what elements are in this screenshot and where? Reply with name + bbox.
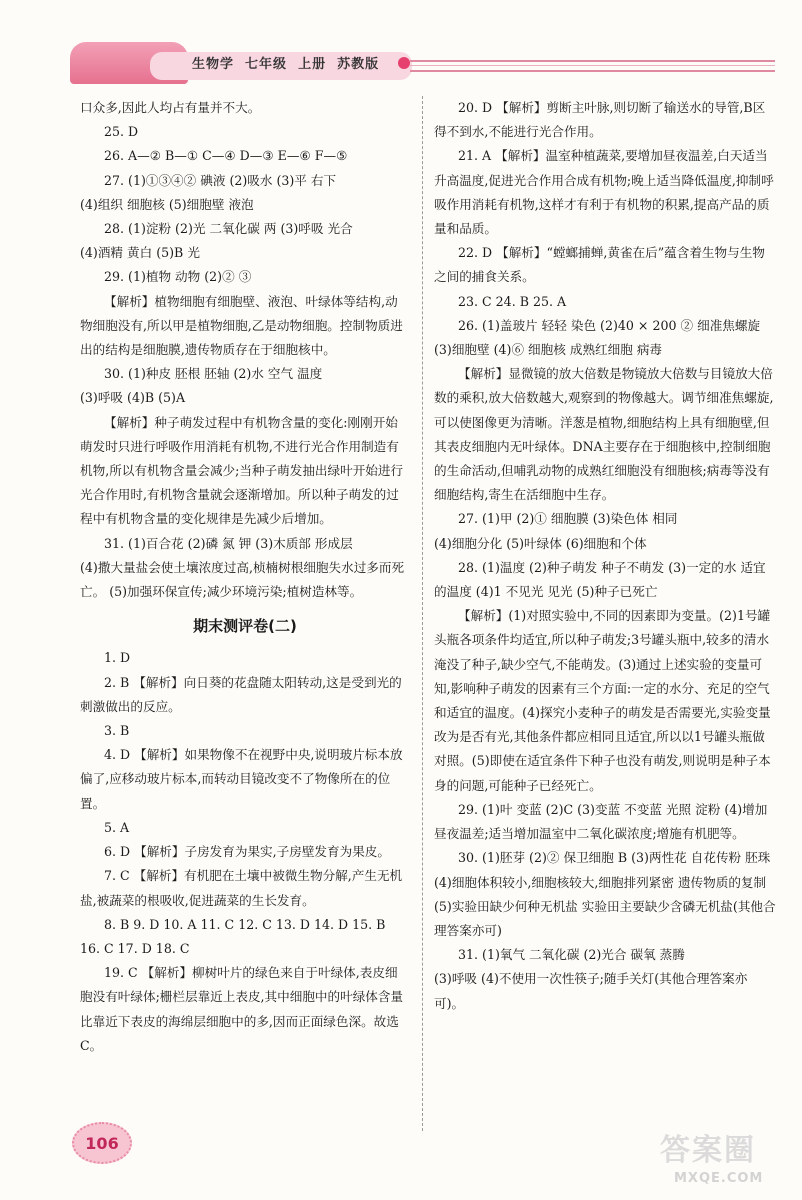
answer-line: 30. (1)胚芽 (2)② 保卫细胞 B (3)两性花 自花传粉 胚珠 (4)细胞体积较小,细胞核较大,细胞排列紧密 遗传物质的复制 (5)实验田缺少何种无机盐 实验田主要缺少含磷无机盐(其他合理答案亦可) (434, 850, 776, 938)
book-title: 生物学 七年级 上册 苏教版 (192, 57, 380, 72)
answer-line: (4)撒大量盐会使土壤浓度过高,桢楠树根细胞失水过多而死亡。 (5)加强环保宣传;减少环境污染;植树造林等。 (80, 559, 405, 600)
answer-line: 16. C 17. D 18. C (80, 940, 190, 956)
answer-line: 3. B (104, 723, 130, 739)
header-dot-icon (398, 57, 410, 69)
answer-line: 27. (1)甲 (2)① 细胞膜 (3)染色体 相同 (458, 511, 678, 527)
analysis-paragraph: 【解析】种子萌发过程中有机物含量的变化:刚刚开始萌发时只进行呼吸作用消耗有机物,不进行光合作用制造有机物,所以有机物含量会减少;当种子萌发抽出绿叶开始进行光合作用时,有机物含量就会逐渐增加。所以种子萌发的过程中有机物含量的变化规律是先减少后增加。 (80, 414, 404, 527)
answer-line: (3)呼吸 (4)B (5)A (80, 390, 186, 406)
answer-line: 口众多,因此人均占有量并不大。 (80, 100, 261, 115)
answer-line: 27. (1)①③④② 碘液 (2)吸水 (3)平 右下 (104, 172, 337, 188)
answer-line: (4)组织 细胞核 (5)细胞壁 液泡 (80, 196, 254, 212)
header-rule (410, 70, 775, 72)
answer-line: 26. A—② B—① C—④ D—③ E—⑥ F—⑤ (104, 148, 348, 164)
answer-line: 1. D (104, 650, 131, 666)
watermark-logo: 答案圈 (660, 1133, 756, 1168)
answer-line: 31. (1)氧气 二氧化碳 (2)光合 碳氧 蒸腾 (458, 947, 685, 963)
page-number: 106 (85, 1133, 119, 1153)
left-column (80, 96, 410, 1058)
watermark-url: MXQE.COM (674, 1171, 764, 1186)
answer-line: 7. C 【解析】有机肥在土壤中被微生物分解,产生无机盐,被蔬菜的根吸收,促进蔬菜的生长发育。 (80, 868, 403, 908)
answer-line: 6. D 【解析】子房发育为果实,子房壁发育为果皮。 (104, 844, 390, 860)
answer-line: 5. A (104, 819, 130, 835)
answer-line: 31. (1)百合花 (2)磷 氮 钾 (3)木质部 形成层 (104, 535, 353, 551)
analysis-paragraph: 【解析】显微镜的放大倍数是物镜放大倍数与目镜放大倍数的乘积,放大倍数越大,观察到的物像越大。调节细准焦螺旋,可以使图像更为清晰。洋葱是植物,细胞结构上具有细胞壁,但其表皮细胞内无叶绿体。DNA主要存在于细胞核中,控制细胞的生命活动,但哺乳动物的成熟红细胞没有细胞核;病毒等没有细胞结构,寄生在活细胞中生存。 (434, 366, 774, 503)
answer-line: 28. (1)温度 (2)种子萌发 种子不萌发 (3)一定的水 适宜的温度 (4)1 不见光 见光 (5)种子已死亡 (434, 559, 766, 600)
answer-line: (4)细胞分化 (5)叶绿体 (6)细胞和个体 (434, 535, 647, 551)
answer-line: 2. B 【解析】向日葵的花盘随太阳转动,这是受到光的刺激做出的反应。 (80, 674, 402, 714)
answer-line: 28. (1)淀粉 (2)光 二氧化碳 两 (3)呼吸 光合 (104, 221, 353, 237)
answer-line: 8. B 9. D 10. A 11. C 12. C 13. D 14. D 15. B (104, 916, 386, 932)
answer-line: 23. C 24. B 25. A (458, 293, 567, 309)
section-title: 期末测评卷(二) (193, 617, 297, 636)
answer-line: 20. D 【解析】剪断主叶脉,则切断了输送水的导管,B区得不到水,不能进行光合作用。 (434, 100, 766, 140)
answer-line: 25. D (104, 124, 139, 140)
header-rule (410, 60, 775, 62)
column-divider (422, 96, 423, 1131)
answer-line: (3)呼吸 (4)不使用一次性筷子;随手关灯(其他合理答案亦可)。 (434, 971, 748, 1011)
header-rule (410, 65, 775, 66)
answer-line: 4. D 【解析】如果物像不在视野中央,说明玻片标本放偏了,应移动玻片标本,而转动目镜改变不了物像所在的位置。 (80, 747, 403, 811)
answer-line: 19. C 【解析】柳树叶片的绿色来自于叶绿体,表皮细胞没有叶绿体;栅栏层靠近上表皮,其中细胞中的叶绿体含量比靠近下表皮的海绵层细胞中的多,因而正面绿色深。故选C。 (80, 965, 404, 1053)
answer-line: 30. (1)种皮 胚根 胚轴 (2)水 空气 温度 (104, 366, 323, 382)
watermark (660, 1125, 780, 1190)
page-number-badge (72, 1122, 132, 1164)
answer-line: 29. (1)植物 动物 (2)② ③ (104, 269, 252, 285)
answer-line: 29. (1)叶 变蓝 (2)C (3)变蓝 不变蓝 光照 淀粉 (4)增加昼夜温差;适当增加温室中二氧化碳浓度;增施有机肥等。 (434, 801, 768, 842)
right-column (434, 96, 776, 1016)
page-header (0, 0, 802, 100)
answer-line: (4)酒精 黄白 (5)B 光 (80, 245, 200, 261)
answer-line: 26. (1)盖玻片 轻轻 染色 (2)40 × 200 ② 细准焦螺旋 (3)细胞壁 (4)⑥ 细胞核 成熟红细胞 病毒 (434, 317, 761, 358)
answer-line: 22. D 【解析】“螳螂捕蝉,黄雀在后”蕴含着生物与生物之间的捕食关系。 (434, 245, 765, 285)
analysis-paragraph: 【解析】(1)对照实验中,不同的因素即为变量。(2)1号罐头瓶各项条件均适宜,所以种子萌发;3号罐头瓶中,较多的清水淹没了种子,缺少空气,不能萌发。(3)通过上述实验的变量可知,影响种子萌发的因素有三个方面:一定的水分、充足的空气和适宜的温度。(4)探究小麦种子的萌发是否需要光,实验变量改为是否有光,其他条件都应相同且适宜,所以以1号罐头瓶做对照。(5)即使在适宜条件下种子也没有萌发,则说明是种子本身的问题,可能种子已经死亡。 (434, 608, 771, 793)
answer-line: 21. A 【解析】温室种植蔬菜,要增加昼夜温差,白天适当升高温度,促进光合作用合成有机物;晚上适当降低温度,抑制呼吸作用消耗有机物,这样才有利于有机物的积累,提高产品的质量和品质。 (434, 148, 774, 237)
analysis-paragraph: 【解析】植物细胞有细胞壁、液泡、叶绿体等结构,动物细胞没有,所以甲是植物细胞,乙是动物细胞。控制物质进出的结构是细胞膜,遗传物质存在于细胞核中。 (80, 293, 403, 358)
